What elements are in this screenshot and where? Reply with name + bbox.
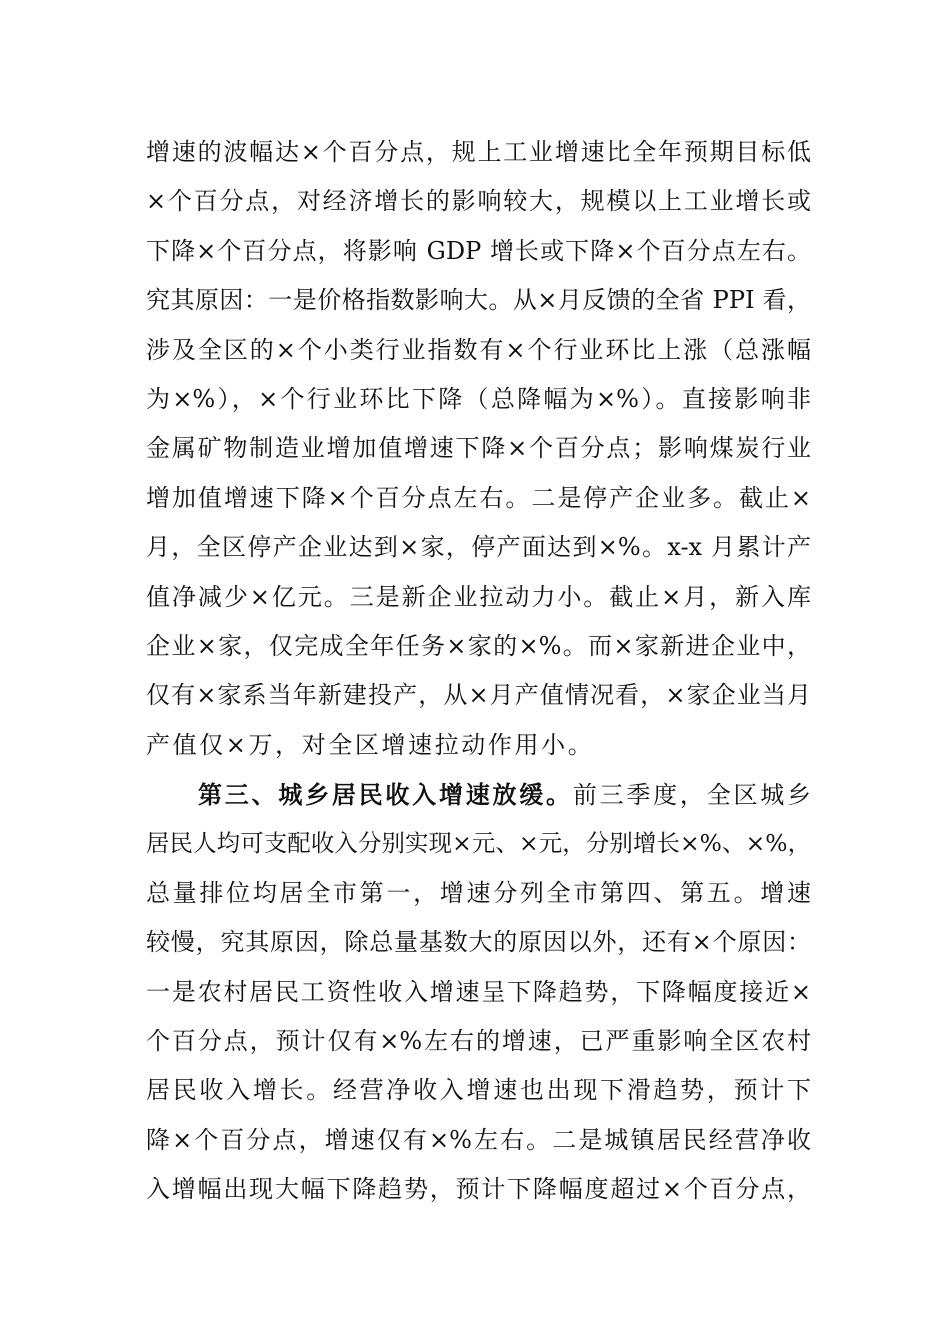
heading-continuation: 前三季度，全区城乡 <box>572 781 812 810</box>
text-line: 仅有×家系当年新建投产，从×月产值情况看，×家企业当月 <box>146 681 811 710</box>
text-line: 居民人均可支配收入分别实现×元、×元，分别增长×%、×%， <box>146 829 811 858</box>
text-line: 降×个百分点，增速仅有×%左右。二是城镇居民经营净收 <box>146 1125 811 1154</box>
text-line: 个百分点，预计仅有×%左右的增速，已严重影响全区农村 <box>146 1027 811 1056</box>
text-line: 入增幅出现大幅下降趋势，预计下降幅度超过×个百分点， <box>146 1175 811 1204</box>
text-line: 一是农村居民工资性收入增速呈下降趋势，下降幅度接近× <box>146 977 811 1006</box>
text-line: 涉及全区的×个小类行业指数有×个行业环比上涨（总涨幅 <box>146 335 811 364</box>
text-line: 为×%），×个行业环比下降（总降幅为×%）。直接影响非 <box>146 384 811 413</box>
text-line: 增加值增速下降×个百分点左右。二是停产企业多。截止× <box>146 483 811 512</box>
section-heading: 第三、城乡居民收入增速放缓。 <box>198 780 573 810</box>
text-line: 金属矿物制造业增加值增速下降×个百分点；影响煤炭行业 <box>146 434 811 463</box>
text-line: 产值仅×万，对全区增速拉动作用小。 <box>146 730 595 759</box>
text-line: 企业×家，仅完成全年任务×家的×%。而×家新进企业中， <box>146 631 811 660</box>
text-line: 值净减少×亿元。三是新企业拉动力小。截止×月，新入库 <box>146 582 811 611</box>
text-line: 增速的波幅达×个百分点，规上工业增速比全年预期目标低 <box>146 138 811 166</box>
text-line: 究其原因：一是价格指数影响大。从×月反馈的全省 PPI 看， <box>146 286 811 315</box>
text-line: 下降×个百分点，将影响 GDP 增长或下降×个百分点左右。 <box>146 236 811 265</box>
text-line: ×个百分点，对经济增长的影响较大，规模以上工业增长或 <box>146 187 811 216</box>
document-body <box>146 128 811 1215</box>
text-line: 月，全区停产企业达到×家，停产面达到×%。x-x 月累计产 <box>146 533 811 562</box>
paragraph-industrial-growth <box>146 128 811 770</box>
paragraph-resident-income <box>146 770 811 1215</box>
text-line: 较慢，究其原因，除总量基数大的原因以外，还有×个原因： <box>146 928 811 957</box>
paragraph-first-line <box>146 770 811 819</box>
text-line: 居民收入增长。经营净收入增速也出现下滑趋势，预计下 <box>146 1076 811 1105</box>
text-line: 总量排位均居全市第一，增速分列全市第四、第五。增速 <box>146 878 811 907</box>
